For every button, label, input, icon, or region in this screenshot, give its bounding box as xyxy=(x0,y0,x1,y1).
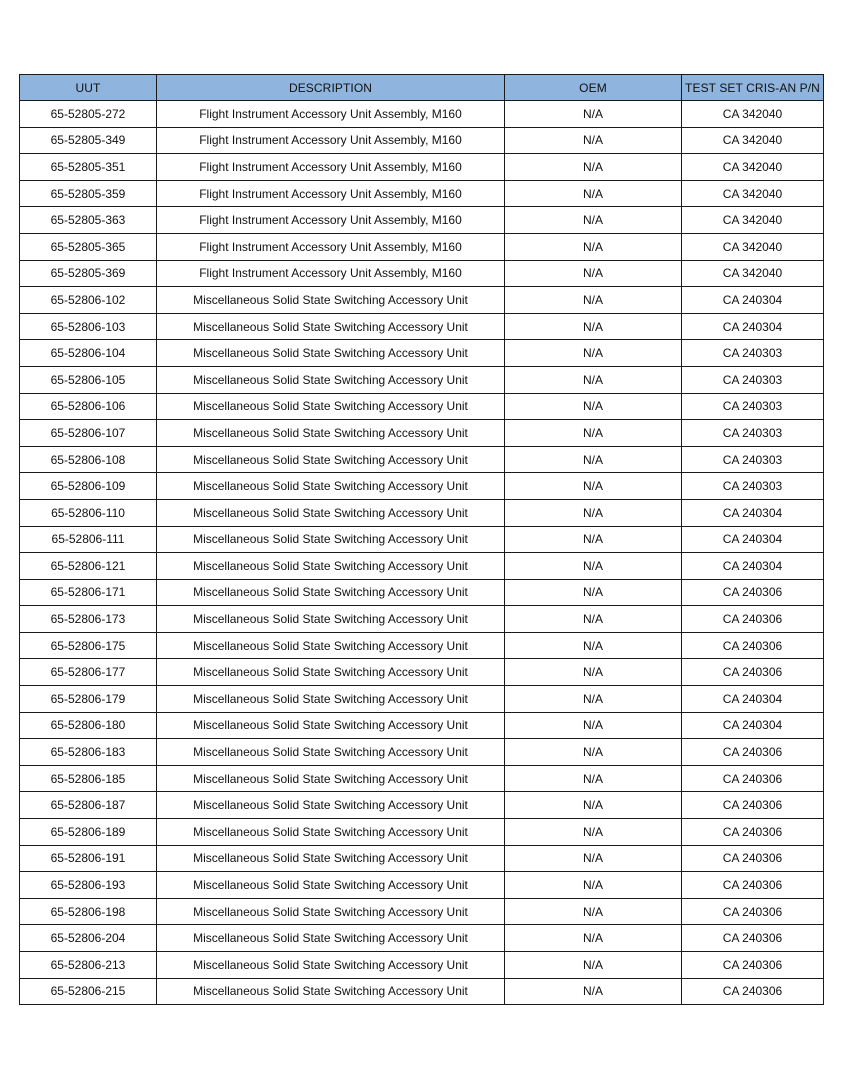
cell-oem: N/A xyxy=(505,792,682,819)
table-row xyxy=(20,606,824,633)
cell-uut: 65-52805-363 xyxy=(20,207,157,234)
cell-description: Miscellaneous Solid State Switching Accessory Unit xyxy=(157,606,505,633)
table-row xyxy=(20,207,824,234)
cell-uut: 65-52806-107 xyxy=(20,420,157,447)
table-row xyxy=(20,686,824,713)
cell-description: Miscellaneous Solid State Switching Accessory Unit xyxy=(157,553,505,580)
column-header-test-set-pn: TEST SET CRIS-AN P/N xyxy=(682,75,824,101)
cell-test-set-pn: CA 240306 xyxy=(682,659,824,686)
cell-description: Flight Instrument Accessory Unit Assembly, M160 xyxy=(157,180,505,207)
cell-test-set-pn: CA 240306 xyxy=(682,952,824,979)
cell-description: Flight Instrument Accessory Unit Assembly, M160 xyxy=(157,260,505,287)
cell-description: Miscellaneous Solid State Switching Accessory Unit xyxy=(157,473,505,500)
column-header-uut: UUT xyxy=(20,75,157,101)
cell-oem: N/A xyxy=(505,260,682,287)
cell-test-set-pn: CA 240304 xyxy=(682,686,824,713)
cell-test-set-pn: CA 240304 xyxy=(682,313,824,340)
cell-oem: N/A xyxy=(505,207,682,234)
cell-uut: 65-52806-111 xyxy=(20,526,157,553)
cell-uut: 65-52806-187 xyxy=(20,792,157,819)
cell-description: Miscellaneous Solid State Switching Accessory Unit xyxy=(157,632,505,659)
cell-description: Miscellaneous Solid State Switching Accessory Unit xyxy=(157,446,505,473)
cell-test-set-pn: CA 240303 xyxy=(682,393,824,420)
table-row xyxy=(20,952,824,979)
cell-oem: N/A xyxy=(505,180,682,207)
cell-oem: N/A xyxy=(505,712,682,739)
cell-oem: N/A xyxy=(505,473,682,500)
cell-oem: N/A xyxy=(505,366,682,393)
cell-description: Miscellaneous Solid State Switching Accessory Unit xyxy=(157,287,505,314)
cell-description: Miscellaneous Solid State Switching Accessory Unit xyxy=(157,526,505,553)
cell-test-set-pn: CA 240306 xyxy=(682,898,824,925)
table-row xyxy=(20,712,824,739)
cell-test-set-pn: CA 240306 xyxy=(682,632,824,659)
header-row xyxy=(20,75,824,101)
cell-uut: 65-52805-369 xyxy=(20,260,157,287)
cell-description: Miscellaneous Solid State Switching Accessory Unit xyxy=(157,898,505,925)
cell-description: Miscellaneous Solid State Switching Accessory Unit xyxy=(157,765,505,792)
cell-oem: N/A xyxy=(505,154,682,181)
table-row xyxy=(20,819,824,846)
cell-test-set-pn: CA 240303 xyxy=(682,446,824,473)
cell-oem: N/A xyxy=(505,765,682,792)
cell-description: Miscellaneous Solid State Switching Accessory Unit xyxy=(157,952,505,979)
cell-test-set-pn: CA 240306 xyxy=(682,579,824,606)
uut-test-set-table xyxy=(19,74,824,1005)
cell-description: Miscellaneous Solid State Switching Accessory Unit xyxy=(157,659,505,686)
table-row xyxy=(20,579,824,606)
table-row xyxy=(20,898,824,925)
cell-test-set-pn: CA 240306 xyxy=(682,792,824,819)
cell-test-set-pn: CA 240306 xyxy=(682,845,824,872)
cell-uut: 65-52805-365 xyxy=(20,233,157,260)
cell-oem: N/A xyxy=(505,393,682,420)
table-row xyxy=(20,313,824,340)
cell-oem: N/A xyxy=(505,659,682,686)
cell-description: Miscellaneous Solid State Switching Accessory Unit xyxy=(157,712,505,739)
cell-uut: 65-52806-121 xyxy=(20,553,157,580)
table-row xyxy=(20,233,824,260)
table-row xyxy=(20,260,824,287)
cell-oem: N/A xyxy=(505,952,682,979)
cell-uut: 65-52806-193 xyxy=(20,872,157,899)
table-row xyxy=(20,393,824,420)
table-row xyxy=(20,366,824,393)
cell-test-set-pn: CA 240303 xyxy=(682,366,824,393)
cell-oem: N/A xyxy=(505,606,682,633)
cell-uut: 65-52806-173 xyxy=(20,606,157,633)
cell-test-set-pn: CA 342040 xyxy=(682,180,824,207)
table-row xyxy=(20,553,824,580)
cell-description: Miscellaneous Solid State Switching Accessory Unit xyxy=(157,686,505,713)
cell-test-set-pn: CA 240303 xyxy=(682,420,824,447)
cell-description: Miscellaneous Solid State Switching Accessory Unit xyxy=(157,393,505,420)
table-row xyxy=(20,446,824,473)
cell-oem: N/A xyxy=(505,233,682,260)
cell-uut: 65-52806-179 xyxy=(20,686,157,713)
table-body xyxy=(20,101,824,1005)
cell-test-set-pn: CA 240304 xyxy=(682,553,824,580)
cell-uut: 65-52806-105 xyxy=(20,366,157,393)
cell-test-set-pn: CA 342040 xyxy=(682,101,824,128)
table-row xyxy=(20,340,824,367)
cell-test-set-pn: CA 342040 xyxy=(682,260,824,287)
cell-description: Miscellaneous Solid State Switching Accessory Unit xyxy=(157,420,505,447)
table-row xyxy=(20,127,824,154)
cell-uut: 65-52806-171 xyxy=(20,579,157,606)
table-header xyxy=(20,75,824,101)
cell-description: Flight Instrument Accessory Unit Assembly, M160 xyxy=(157,101,505,128)
cell-test-set-pn: CA 240306 xyxy=(682,978,824,1005)
cell-test-set-pn: CA 240304 xyxy=(682,287,824,314)
cell-uut: 65-52806-109 xyxy=(20,473,157,500)
cell-description: Miscellaneous Solid State Switching Accessory Unit xyxy=(157,845,505,872)
cell-uut: 65-52805-351 xyxy=(20,154,157,181)
table-row xyxy=(20,499,824,526)
cell-oem: N/A xyxy=(505,127,682,154)
cell-oem: N/A xyxy=(505,739,682,766)
cell-uut: 65-52806-213 xyxy=(20,952,157,979)
cell-oem: N/A xyxy=(505,579,682,606)
cell-uut: 65-52805-272 xyxy=(20,101,157,128)
cell-description: Flight Instrument Accessory Unit Assembly, M160 xyxy=(157,207,505,234)
cell-description: Miscellaneous Solid State Switching Accessory Unit xyxy=(157,499,505,526)
cell-oem: N/A xyxy=(505,686,682,713)
cell-test-set-pn: CA 240306 xyxy=(682,819,824,846)
cell-uut: 65-52806-204 xyxy=(20,925,157,952)
cell-uut: 65-52806-104 xyxy=(20,340,157,367)
cell-uut: 65-52806-102 xyxy=(20,287,157,314)
cell-uut: 65-52806-198 xyxy=(20,898,157,925)
cell-test-set-pn: CA 342040 xyxy=(682,127,824,154)
cell-test-set-pn: CA 240304 xyxy=(682,499,824,526)
cell-oem: N/A xyxy=(505,313,682,340)
cell-oem: N/A xyxy=(505,978,682,1005)
cell-oem: N/A xyxy=(505,872,682,899)
cell-uut: 65-52806-183 xyxy=(20,739,157,766)
cell-description: Miscellaneous Solid State Switching Accessory Unit xyxy=(157,579,505,606)
cell-test-set-pn: CA 342040 xyxy=(682,154,824,181)
table-row xyxy=(20,845,824,872)
cell-oem: N/A xyxy=(505,287,682,314)
cell-description: Miscellaneous Solid State Switching Accessory Unit xyxy=(157,792,505,819)
cell-test-set-pn: CA 342040 xyxy=(682,233,824,260)
cell-uut: 65-52806-185 xyxy=(20,765,157,792)
cell-uut: 65-52806-215 xyxy=(20,978,157,1005)
cell-uut: 65-52805-349 xyxy=(20,127,157,154)
cell-description: Flight Instrument Accessory Unit Assembly, M160 xyxy=(157,233,505,260)
cell-oem: N/A xyxy=(505,553,682,580)
table-row xyxy=(20,792,824,819)
cell-uut: 65-52806-110 xyxy=(20,499,157,526)
table-row xyxy=(20,526,824,553)
cell-test-set-pn: CA 342040 xyxy=(682,207,824,234)
cell-test-set-pn: CA 240306 xyxy=(682,739,824,766)
cell-test-set-pn: CA 240306 xyxy=(682,872,824,899)
cell-uut: 65-52805-359 xyxy=(20,180,157,207)
cell-uut: 65-52806-175 xyxy=(20,632,157,659)
table-row xyxy=(20,925,824,952)
cell-test-set-pn: CA 240306 xyxy=(682,765,824,792)
cell-description: Miscellaneous Solid State Switching Accessory Unit xyxy=(157,872,505,899)
cell-description: Flight Instrument Accessory Unit Assembly, M160 xyxy=(157,154,505,181)
table-row xyxy=(20,287,824,314)
cell-description: Miscellaneous Solid State Switching Accessory Unit xyxy=(157,340,505,367)
cell-test-set-pn: CA 240303 xyxy=(682,473,824,500)
cell-oem: N/A xyxy=(505,446,682,473)
cell-uut: 65-52806-191 xyxy=(20,845,157,872)
cell-test-set-pn: CA 240306 xyxy=(682,925,824,952)
cell-uut: 65-52806-177 xyxy=(20,659,157,686)
cell-uut: 65-52806-108 xyxy=(20,446,157,473)
table-row xyxy=(20,420,824,447)
cell-uut: 65-52806-106 xyxy=(20,393,157,420)
table-row xyxy=(20,978,824,1005)
table-row xyxy=(20,739,824,766)
table-row xyxy=(20,872,824,899)
cell-description: Miscellaneous Solid State Switching Accessory Unit xyxy=(157,925,505,952)
cell-description: Miscellaneous Solid State Switching Accessory Unit xyxy=(157,366,505,393)
column-header-description: DESCRIPTION xyxy=(157,75,505,101)
cell-test-set-pn: CA 240306 xyxy=(682,606,824,633)
cell-oem: N/A xyxy=(505,101,682,128)
cell-description: Miscellaneous Solid State Switching Accessory Unit xyxy=(157,819,505,846)
cell-test-set-pn: CA 240304 xyxy=(682,526,824,553)
table-row xyxy=(20,154,824,181)
cell-test-set-pn: CA 240303 xyxy=(682,340,824,367)
cell-description: Miscellaneous Solid State Switching Accessory Unit xyxy=(157,313,505,340)
table-row xyxy=(20,180,824,207)
cell-description: Miscellaneous Solid State Switching Accessory Unit xyxy=(157,739,505,766)
cell-oem: N/A xyxy=(505,845,682,872)
table-row xyxy=(20,473,824,500)
table-row xyxy=(20,659,824,686)
cell-oem: N/A xyxy=(505,499,682,526)
table-row xyxy=(20,101,824,128)
cell-oem: N/A xyxy=(505,340,682,367)
cell-oem: N/A xyxy=(505,925,682,952)
cell-uut: 65-52806-189 xyxy=(20,819,157,846)
cell-oem: N/A xyxy=(505,420,682,447)
cell-description: Flight Instrument Accessory Unit Assembly, M160 xyxy=(157,127,505,154)
cell-oem: N/A xyxy=(505,819,682,846)
cell-oem: N/A xyxy=(505,526,682,553)
column-header-oem: OEM xyxy=(505,75,682,101)
cell-uut: 65-52806-103 xyxy=(20,313,157,340)
cell-oem: N/A xyxy=(505,898,682,925)
table-row xyxy=(20,632,824,659)
cell-uut: 65-52806-180 xyxy=(20,712,157,739)
table-row xyxy=(20,765,824,792)
cell-oem: N/A xyxy=(505,632,682,659)
cell-description: Miscellaneous Solid State Switching Accessory Unit xyxy=(157,978,505,1005)
cell-test-set-pn: CA 240304 xyxy=(682,712,824,739)
